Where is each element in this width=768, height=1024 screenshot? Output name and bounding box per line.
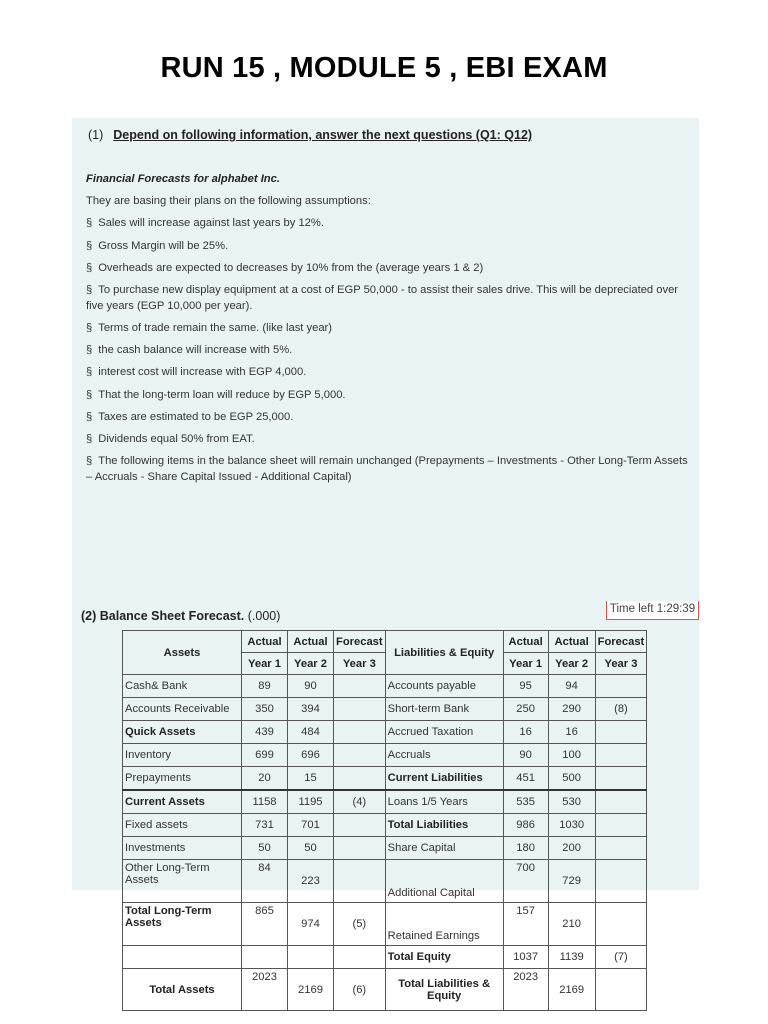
actual-year1-value: 50 xyxy=(242,837,288,860)
balance-sheet-row xyxy=(123,814,647,837)
actual-year1-value: 1158 xyxy=(242,790,288,814)
balance-sheet-row xyxy=(123,946,647,969)
forecast-year3-value xyxy=(334,814,386,837)
header-year1: Year 1 xyxy=(242,653,288,675)
actual-year1-value: 986 xyxy=(503,814,548,837)
actual-year1-value: 84 xyxy=(242,860,288,903)
forecast-year3-value: (5) xyxy=(334,903,386,946)
assumption-item: § Sales will increase against last years by 12%. xyxy=(86,217,324,230)
header-actual: Actual xyxy=(503,631,548,653)
actual-year2-value: 290 xyxy=(548,698,595,721)
balance-sheet-unit: (.000) xyxy=(247,609,281,623)
assumption-item: § The following items in the balance sheet will remain unchanged (Prepayments – Investments - Other Long-Term Assets – Accruals - Share Capital Issued - Additional Capital) xyxy=(86,455,688,484)
assumption-item: § the cash balance will increase with 5%. xyxy=(86,344,293,357)
forecast-year3-value xyxy=(334,837,386,860)
actual-year2-value xyxy=(288,946,334,969)
forecast-year3-value: (6) xyxy=(334,969,386,1011)
actual-year2-value: 16 xyxy=(548,721,595,744)
asset-label: Cash& Bank xyxy=(123,675,242,698)
actual-year2-value: 94 xyxy=(548,675,595,698)
asset-label xyxy=(123,946,242,969)
asset-label: Fixed assets xyxy=(123,814,242,837)
header-liabilities: Liabilities & Equity xyxy=(385,631,503,675)
actual-year2-value: 729 xyxy=(548,860,595,903)
asset-label: Quick Assets xyxy=(123,721,242,744)
actual-year2-value: 50 xyxy=(288,837,334,860)
liability-label: Total Liabilities xyxy=(385,814,503,837)
forecast-year3-value xyxy=(334,946,386,969)
actual-year2-value: 2169 xyxy=(548,969,595,1011)
header-year3: Year 3 xyxy=(334,653,386,675)
actual-year2-value: 1139 xyxy=(548,946,595,969)
actual-year2-value: 394 xyxy=(288,698,334,721)
actual-year1-value: 157 xyxy=(503,903,548,946)
liability-label: Share Capital xyxy=(385,837,503,860)
liability-label: Total Liabilities & Equity xyxy=(385,969,503,1011)
actual-year2-value: 90 xyxy=(288,675,334,698)
forecast-year3-value xyxy=(595,969,647,1011)
actual-year2-value: 223 xyxy=(288,860,334,903)
actual-year2-value: 200 xyxy=(548,837,595,860)
liability-label: Total Equity xyxy=(385,946,503,969)
actual-year1-value: 250 xyxy=(503,698,548,721)
balance-sheet-title: (2) Balance Sheet Forecast. (.000) xyxy=(81,609,281,623)
intro-heading: Financial Forecasts for alphabet Inc. xyxy=(86,173,280,185)
forecast-year3-value xyxy=(334,721,386,744)
section-symbol: § xyxy=(86,410,93,423)
header-actual: Actual xyxy=(548,631,595,653)
assumption-item: § Gross Margin will be 25%. xyxy=(86,239,229,252)
actual-year2-value: 210 xyxy=(548,903,595,946)
liability-label: Short-term Bank xyxy=(385,698,503,721)
asset-label: Accounts Receivable xyxy=(123,698,242,721)
balance-sheet-row xyxy=(123,969,647,1011)
actual-year1-value: 2023 xyxy=(503,969,548,1011)
header-actual: Actual xyxy=(242,631,288,653)
balance-sheet-row xyxy=(123,721,647,744)
actual-year2-value: 15 xyxy=(288,767,334,791)
header-assets: Assets xyxy=(123,631,242,675)
actual-year1-value: 350 xyxy=(242,698,288,721)
assumptions-block xyxy=(86,168,691,488)
actual-year2-value: 1195 xyxy=(288,790,334,814)
actual-year1-value: 865 xyxy=(242,903,288,946)
section-symbol: § xyxy=(86,261,93,274)
actual-year1-value: 95 xyxy=(503,675,548,698)
actual-year1-value: 2023 xyxy=(242,969,288,1011)
actual-year1-value: 700 xyxy=(503,860,548,903)
actual-year1-value: 535 xyxy=(503,790,548,814)
forecast-year3-value: (4) xyxy=(334,790,386,814)
asset-label: Current Assets xyxy=(123,790,242,814)
forecast-year3-value xyxy=(595,790,647,814)
actual-year2-value: 701 xyxy=(288,814,334,837)
assumption-item: § Terms of trade remain the same. (like last year) xyxy=(86,322,333,335)
actual-year1-value: 439 xyxy=(242,721,288,744)
forecast-year3-value: (7) xyxy=(595,946,647,969)
forecast-year3-value xyxy=(595,767,647,791)
actual-year1-value: 20 xyxy=(242,767,288,791)
assumption-item: § Dividends equal 50% from EAT. xyxy=(86,433,255,446)
actual-year2-value: 530 xyxy=(548,790,595,814)
section-symbol: § xyxy=(86,455,93,468)
forecast-year3-value: (8) xyxy=(595,698,647,721)
assumption-item: § That the long-term loan will reduce by EGP 5,000. xyxy=(86,388,346,401)
actual-year1-value: 180 xyxy=(503,837,548,860)
question-text: Depend on following information, answer the next questions (Q1: Q12) xyxy=(113,128,533,142)
actual-year1-value: 451 xyxy=(503,767,548,791)
forecast-year3-value xyxy=(595,675,647,698)
section-symbol: § xyxy=(86,284,93,297)
asset-label: Total Assets xyxy=(123,969,242,1011)
liability-label: Loans 1/5 Years xyxy=(385,790,503,814)
liability-label: Retained Earnings xyxy=(385,903,503,946)
section-symbol: § xyxy=(86,322,93,335)
assumption-item: § interest cost will increase with EGP 4,000. xyxy=(86,366,307,379)
section-symbol: § xyxy=(86,366,93,379)
header-actual: Actual xyxy=(288,631,334,653)
actual-year2-value: 484 xyxy=(288,721,334,744)
balance-sheet-row xyxy=(123,744,647,767)
balance-sheet-row xyxy=(123,698,647,721)
forecast-year3-value xyxy=(595,860,647,903)
section-symbol: § xyxy=(86,388,93,401)
exam-screenshot xyxy=(72,118,699,1002)
forecast-year3-value xyxy=(595,721,647,744)
forecast-year3-value xyxy=(595,744,647,767)
actual-year2-value: 974 xyxy=(288,903,334,946)
section-symbol: § xyxy=(86,433,93,446)
header-forecast: Forecast xyxy=(595,631,647,653)
section-symbol: § xyxy=(86,344,93,357)
assumption-item: § Overheads are expected to decreases by 10% from the (average years 1 & 2) xyxy=(86,261,484,274)
actual-year1-value xyxy=(242,946,288,969)
actual-year1-value: 90 xyxy=(503,744,548,767)
forecast-year3-value xyxy=(334,698,386,721)
assumption-item: § Taxes are estimated to be EGP 25,000. xyxy=(86,410,294,423)
forecast-year3-value xyxy=(595,903,647,946)
asset-label: Other Long-Term Assets xyxy=(123,860,242,903)
balance-sheet-row xyxy=(123,767,647,791)
actual-year2-value: 1030 xyxy=(548,814,595,837)
header-year3: Year 3 xyxy=(595,653,647,675)
actual-year1-value: 699 xyxy=(242,744,288,767)
assumption-item: § To purchase new display equipment at a cost of EGP 50,000 - to assist their sales drive. This will be depreciated over five years (EGP 10,000 per year). xyxy=(86,284,679,313)
actual-year1-value: 16 xyxy=(503,721,548,744)
balance-sheet-table xyxy=(122,630,647,1011)
balance-sheet-row xyxy=(123,860,647,903)
header-forecast: Forecast xyxy=(334,631,386,653)
liability-label: Current Liabilities xyxy=(385,767,503,791)
actual-year2-value: 500 xyxy=(548,767,595,791)
liability-label: Accounts payable xyxy=(385,675,503,698)
intro-lead: They are basing their plans on the following assumptions: xyxy=(86,195,371,208)
forecast-year3-value xyxy=(334,744,386,767)
asset-label: Prepayments xyxy=(123,767,242,791)
asset-label: Total Long-Term Assets xyxy=(123,903,242,946)
header-year2: Year 2 xyxy=(288,653,334,675)
forecast-year3-value xyxy=(595,837,647,860)
asset-label: Inventory xyxy=(123,744,242,767)
forecast-year3-value xyxy=(334,767,386,791)
section-symbol: § xyxy=(86,217,93,230)
forecast-year3-value xyxy=(595,814,647,837)
actual-year2-value: 100 xyxy=(548,744,595,767)
balance-sheet-row xyxy=(123,837,647,860)
balance-sheet-row xyxy=(123,790,647,814)
actual-year1-value: 1037 xyxy=(503,946,548,969)
actual-year1-value: 731 xyxy=(242,814,288,837)
asset-label: Investments xyxy=(123,837,242,860)
question-heading xyxy=(88,128,532,142)
liability-label: Additional Capital xyxy=(385,860,503,903)
forecast-year3-value xyxy=(334,675,386,698)
section-symbol: § xyxy=(86,239,93,252)
forecast-year3-value xyxy=(334,860,386,903)
actual-year2-value: 696 xyxy=(288,744,334,767)
balance-sheet-row xyxy=(123,675,647,698)
balance-sheet-row xyxy=(123,903,647,946)
header-year1: Year 1 xyxy=(503,653,548,675)
question-number: (1) xyxy=(88,128,104,142)
liability-label: Accruals xyxy=(385,744,503,767)
header-year2: Year 2 xyxy=(548,653,595,675)
liability-label: Accrued Taxation xyxy=(385,721,503,744)
actual-year2-value: 2169 xyxy=(288,969,334,1011)
page-title: RUN 15 , MODULE 5 , EBI EXAM xyxy=(160,52,608,84)
actual-year1-value: 89 xyxy=(242,675,288,698)
time-left-indicator: Time left 1:29:39 xyxy=(606,601,699,620)
